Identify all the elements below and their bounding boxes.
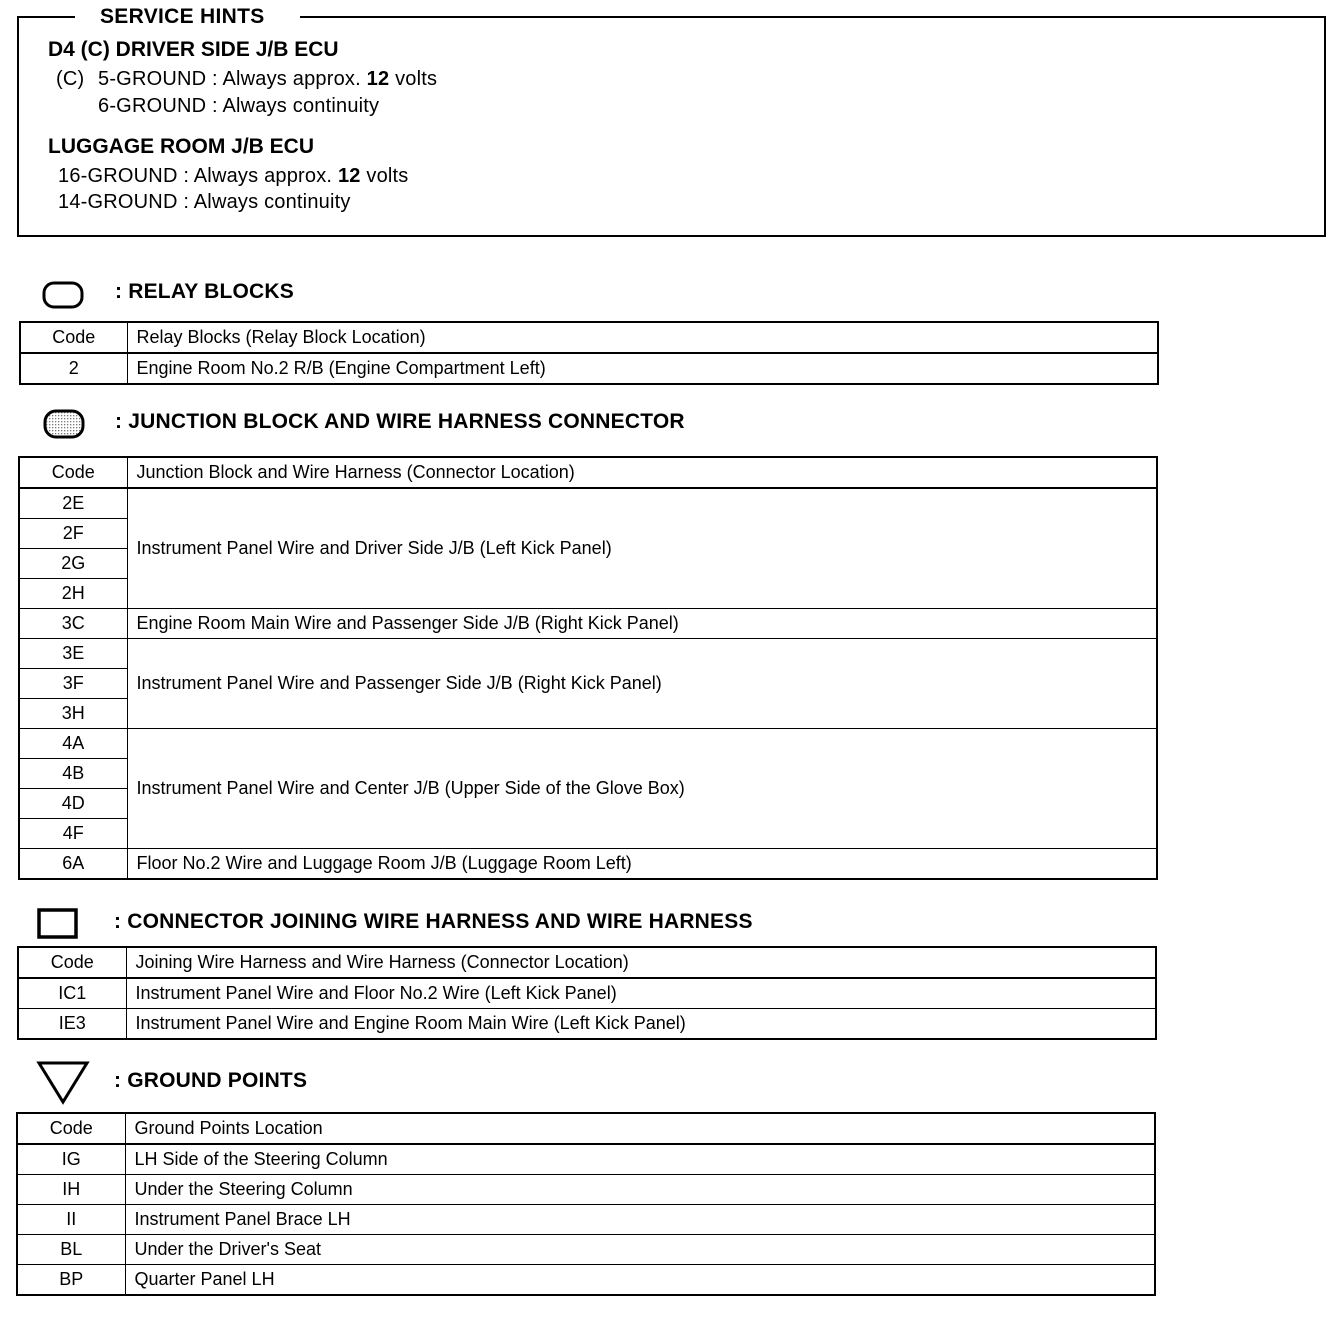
row-desc: Instrument Panel Brace LH	[125, 1205, 1155, 1235]
header-desc: Relay Blocks (Relay Block Location)	[127, 322, 1158, 353]
table-row	[19, 849, 1157, 880]
row-code: 3H	[19, 699, 127, 729]
table-row	[18, 1009, 1156, 1040]
ecu1-line-1	[98, 68, 437, 91]
junction-blocks-title: : JUNCTION BLOCK AND WIRE HARNESS CONNECTOR	[115, 410, 685, 433]
table-row	[17, 1205, 1155, 1235]
ecu1-prefix: (C)	[56, 68, 85, 90]
row-desc: Under the Driver's Seat	[125, 1235, 1155, 1265]
ecu1-heading: D4 (C) DRIVER SIDE J/B ECU	[48, 38, 339, 61]
row-code: 3F	[19, 669, 127, 699]
row-code: 4D	[19, 789, 127, 819]
service-hints-title: SERVICE HINTS	[100, 5, 265, 28]
row-desc: Instrument Panel Wire and Center J/B (Upper Side of the Glove Box)	[127, 729, 1157, 849]
ground-points-title: : GROUND POINTS	[114, 1069, 308, 1092]
terminal: 5-GROUND :	[98, 68, 218, 90]
row-code: IG	[17, 1144, 125, 1175]
ground-points-table	[16, 1112, 1156, 1296]
terminal: 14-GROUND :	[58, 191, 190, 213]
header-code: Code	[18, 947, 126, 978]
condition: Always continuity	[193, 191, 351, 213]
row-code: 2	[20, 353, 127, 384]
row-code: 2H	[19, 579, 127, 609]
connectors-table	[17, 946, 1157, 1040]
row-code: 4B	[19, 759, 127, 789]
voltage-value: 12	[337, 165, 361, 187]
ecu2-line-2	[58, 191, 351, 214]
row-code: 6A	[19, 849, 127, 880]
table-header-row	[18, 947, 1156, 978]
row-code: 2F	[19, 519, 127, 549]
row-desc: Instrument Panel Wire and Engine Room Main Wire (Left Kick Panel)	[126, 1009, 1156, 1040]
table-row	[17, 1235, 1155, 1265]
connectors-title: : CONNECTOR JOINING WIRE HARNESS AND WIRE HARNESS	[114, 910, 753, 933]
header-desc: Junction Block and Wire Harness (Connector Location)	[127, 457, 1157, 488]
row-desc: LH Side of the Steering Column	[125, 1144, 1155, 1175]
row-code: 2G	[19, 549, 127, 579]
relay-block-symbol-icon	[42, 281, 84, 309]
row-desc: Engine Room Main Wire and Passenger Side J/B (Right Kick Panel)	[127, 609, 1157, 639]
row-desc: Instrument Panel Wire and Driver Side J/B (Left Kick Panel)	[127, 488, 1157, 609]
connector-symbol-icon	[37, 908, 79, 940]
header-code: Code	[20, 322, 127, 353]
terminal: 16-GROUND :	[58, 165, 190, 187]
row-code: 4A	[19, 729, 127, 759]
row-code: 3C	[19, 609, 127, 639]
row-desc: Instrument Panel Wire and Floor No.2 Wire (Left Kick Panel)	[126, 978, 1156, 1009]
ecu1-line-2	[98, 95, 379, 118]
row-desc: Engine Room No.2 R/B (Engine Compartment Left)	[127, 353, 1158, 384]
unit: volts	[366, 165, 409, 187]
junction-blocks-table	[18, 456, 1158, 880]
table-row	[18, 978, 1156, 1009]
header-code: Code	[17, 1113, 125, 1144]
row-desc: Floor No.2 Wire and Luggage Room J/B (Luggage Room Left)	[127, 849, 1157, 880]
unit: volts	[395, 68, 438, 90]
table-row	[17, 1265, 1155, 1296]
voltage-value: 12	[366, 68, 390, 90]
row-code: 2E	[19, 488, 127, 519]
hints-border-top-right	[300, 16, 1326, 18]
row-code: IH	[17, 1175, 125, 1205]
row-code: II	[17, 1205, 125, 1235]
table-header-row	[19, 457, 1157, 488]
ecu2-heading: LUGGAGE ROOM J/B ECU	[48, 135, 315, 158]
row-code: 3E	[19, 639, 127, 669]
row-code: BL	[17, 1235, 125, 1265]
table-row	[19, 729, 1157, 759]
table-row	[17, 1175, 1155, 1205]
table-row	[19, 639, 1157, 669]
row-code: 4F	[19, 819, 127, 849]
header-desc: Joining Wire Harness and Wire Harness (Connector Location)	[126, 947, 1156, 978]
table-row	[19, 488, 1157, 519]
condition: Always continuity	[222, 95, 380, 117]
terminal: 6-GROUND :	[98, 95, 218, 117]
row-code: BP	[17, 1265, 125, 1296]
relay-blocks-title: : RELAY BLOCKS	[115, 280, 294, 303]
table-header-row	[17, 1113, 1155, 1144]
row-code: IE3	[18, 1009, 126, 1040]
hints-border-top-left	[17, 16, 75, 18]
table-row	[20, 353, 1158, 384]
ecu2-line-1	[58, 165, 409, 188]
table-header-row	[20, 322, 1158, 353]
row-desc: Quarter Panel LH	[125, 1265, 1155, 1296]
condition: Always approx.	[193, 165, 333, 187]
table-row	[19, 609, 1157, 639]
row-code: IC1	[18, 978, 126, 1009]
junction-block-symbol-icon	[43, 409, 87, 439]
ground-point-triangle-icon	[36, 1060, 90, 1106]
header-code: Code	[19, 457, 127, 488]
condition: Always approx.	[222, 68, 361, 90]
row-desc: Instrument Panel Wire and Passenger Side J/B (Right Kick Panel)	[127, 639, 1157, 729]
relay-blocks-table	[19, 321, 1159, 385]
header-desc: Ground Points Location	[125, 1113, 1155, 1144]
row-desc: Under the Steering Column	[125, 1175, 1155, 1205]
table-row	[17, 1144, 1155, 1175]
